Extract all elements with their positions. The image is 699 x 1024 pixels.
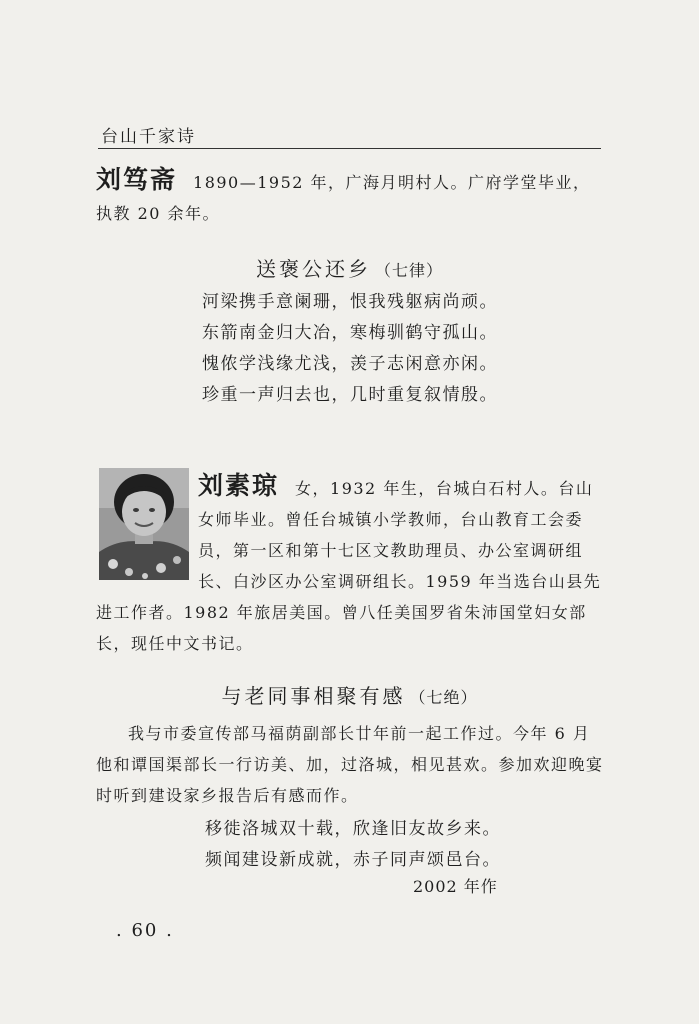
poem-title-1-block — [0, 253, 699, 282]
poem-title-1: 送褒公还乡 — [255, 257, 371, 281]
header-divider — [98, 148, 601, 149]
poem-verses-2 — [205, 814, 501, 876]
author-name-1: 刘笃斋 — [96, 165, 178, 194]
verse-line: 珍重一声归去也，几时重复叙情殷。 — [202, 385, 498, 405]
poem-title-2-block — [0, 680, 699, 709]
author-bio-text-2: 女，1932 年生，台城白石村人。台山女师毕业。曾任台城镇小学教师，台山教育工会委员，第一区和第十七区文教助理员、办公室调研组长、白沙区办公室调研组长。1959 年当选台山县先进工作者。1982 年旅居美国。曾八任美国罗省朱沛国堂妇女部长，现任中文书记。 — [96, 479, 602, 653]
author-bio-2 — [96, 470, 606, 659]
poem-verses-1 — [202, 287, 498, 411]
poem-title-2: 与老同事相聚有感 — [221, 684, 406, 708]
author-bio-text-1: 1890—1952 年，广海月明村人。广府学堂毕业，执教 20 余年。 — [96, 173, 591, 223]
verse-line: 愧侬学浅缘尤浅，羡子志闲意亦闲。 — [202, 354, 498, 374]
author-bio-1 — [96, 164, 606, 229]
running-header: 台山千家诗 — [101, 127, 196, 147]
verse-line: 河梁携手意阑珊，恨我残躯病尚顽。 — [202, 292, 498, 312]
poem-form-2: （七绝） — [409, 688, 478, 707]
verse-line: 东箭南金归大冶，寒梅驯鹤守孤山。 — [202, 323, 498, 343]
poem-preface-note: 我与市委宣传部马福荫副部长廿年前一起工作过。今年 6 月他和谭国渠部长一行访美、加，过洛城，相见甚欢。参加欢迎晚宴时听到建设家乡报告后有感而作。 — [96, 724, 604, 805]
poem-form-1: （七律） — [374, 261, 443, 280]
verse-line: 频闻建设新成就，赤子同声颂邑台。 — [205, 850, 501, 870]
page-number: . 60 . — [116, 920, 174, 941]
author-name-2: 刘素琼 — [198, 471, 280, 500]
poem-date: 2002 年作 — [413, 877, 498, 896]
verse-line: 移徙洛城双十载，欣逢旧友故乡来。 — [205, 819, 501, 839]
photo-text-wrap-spacer — [96, 470, 198, 594]
